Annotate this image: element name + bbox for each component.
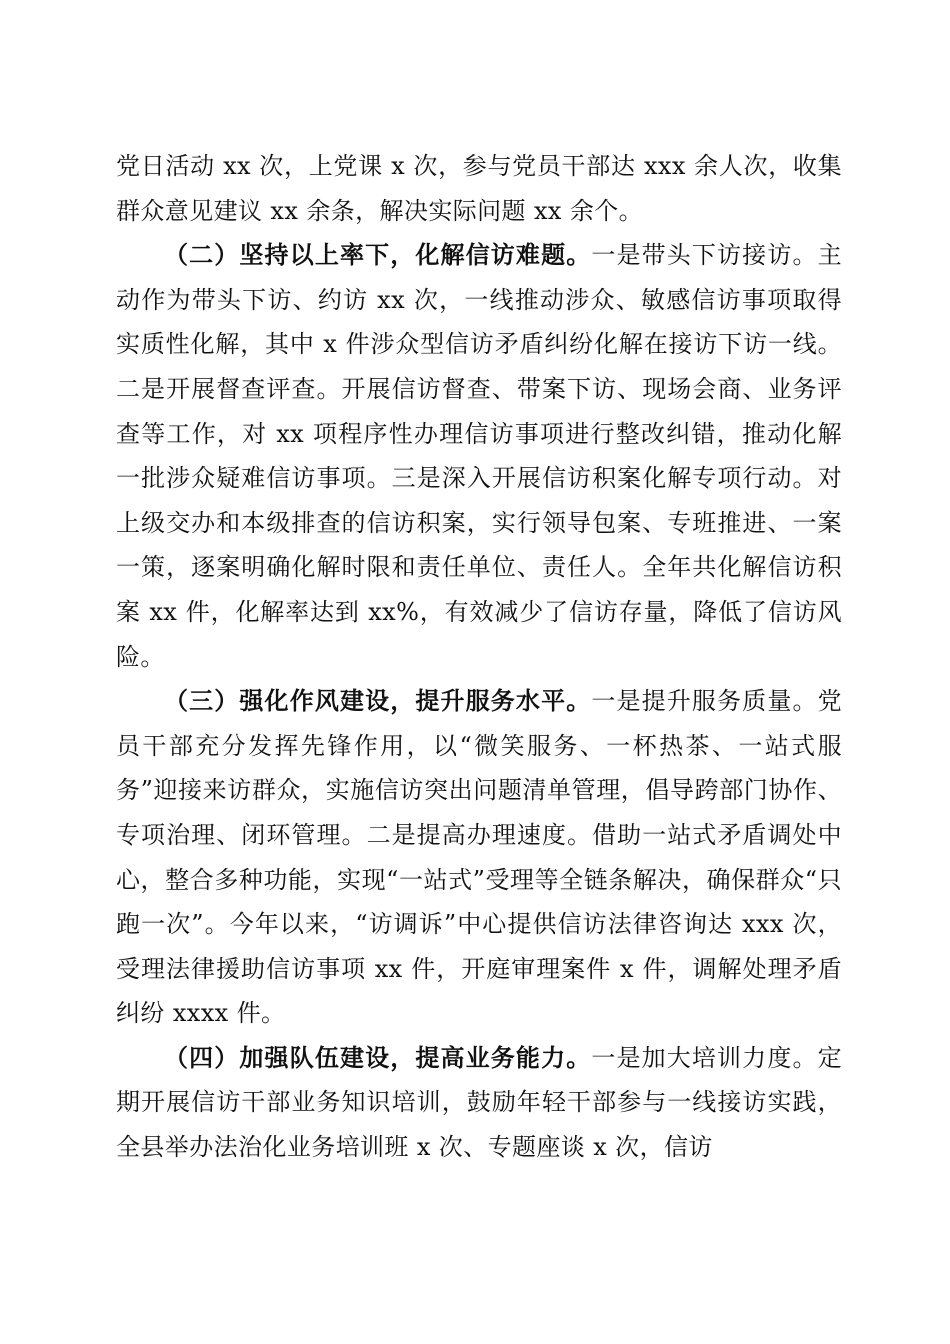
paragraph-3 [116,679,842,1036]
paragraph-4-text: 一是加大培训力度。定期开展信访干部业务知识培训，鼓励年轻干部参与一线接访实践，全县举办法治化业务培训班 x 次、专题座谈 x 次，信访 [116,1043,843,1162]
paragraph-4-heading: （四）加强队伍建设，提高业务能力。 [164,1042,592,1072]
document-page [116,144,842,1170]
paragraph-2-heading: （二）坚持以上率下，化解信访难题。 [164,240,592,270]
paragraph-4 [116,1036,842,1170]
paragraph-1 [116,144,842,233]
paragraph-2 [116,233,842,679]
paragraph-2-text: 一是带头下访接访。主动作为带头下访、约访 xx 次，一线推动涉众、敏感信访事项取得实质性化解，其中 x 件涉众型信访矛盾纠纷化解在接访下访一线。二是开展督查评查。开展信访督查、带案下访、现场会商、业务评查等工作，对 xx 项程序性办理信访事项进行整改纠错，推动化解一批涉众疑难信访事项。三是深入开展信访积案化解专项行动。对上级交办和本级排查的信访积案，实行领导包案、专班推进、一案一策，逐案明确化解时限和责任单位、责任人。全年共化解信访积案 xx 件，化解率达到 xx%，有效减少了信访存量，降低了信访风险。 [116,241,843,671]
paragraph-3-text: 一是提升服务质量。党员干部充分发挥先锋作用，以“微笑服务、一杯热茶、一站式服务”迎接来访群众，实施信访突出问题清单管理，倡导跨部门协作、专项治理、闭环管理。二是提高办理速度。借助一站式矛盾调处中心，整合多种功能，实现“一站式”受理等全链条解决，确保群众“只跑一次”。今年以来，“访调诉”中心提供信访法律咨询达 xxx 次，受理法律援助信访事项 xx 件，开庭审理案件 x 件，调解处理矛盾纠纷 xxxx 件。 [116,687,843,1028]
paragraph-3-heading: （三）强化作风建设，提升服务水平。 [164,686,592,716]
paragraph-1-text: 党日活动 xx 次，上党课 x 次，参与党员干部达 xxx 余人次，收集群众意见建议 xx 余条，解决实际问题 xx 余个。 [116,152,842,225]
